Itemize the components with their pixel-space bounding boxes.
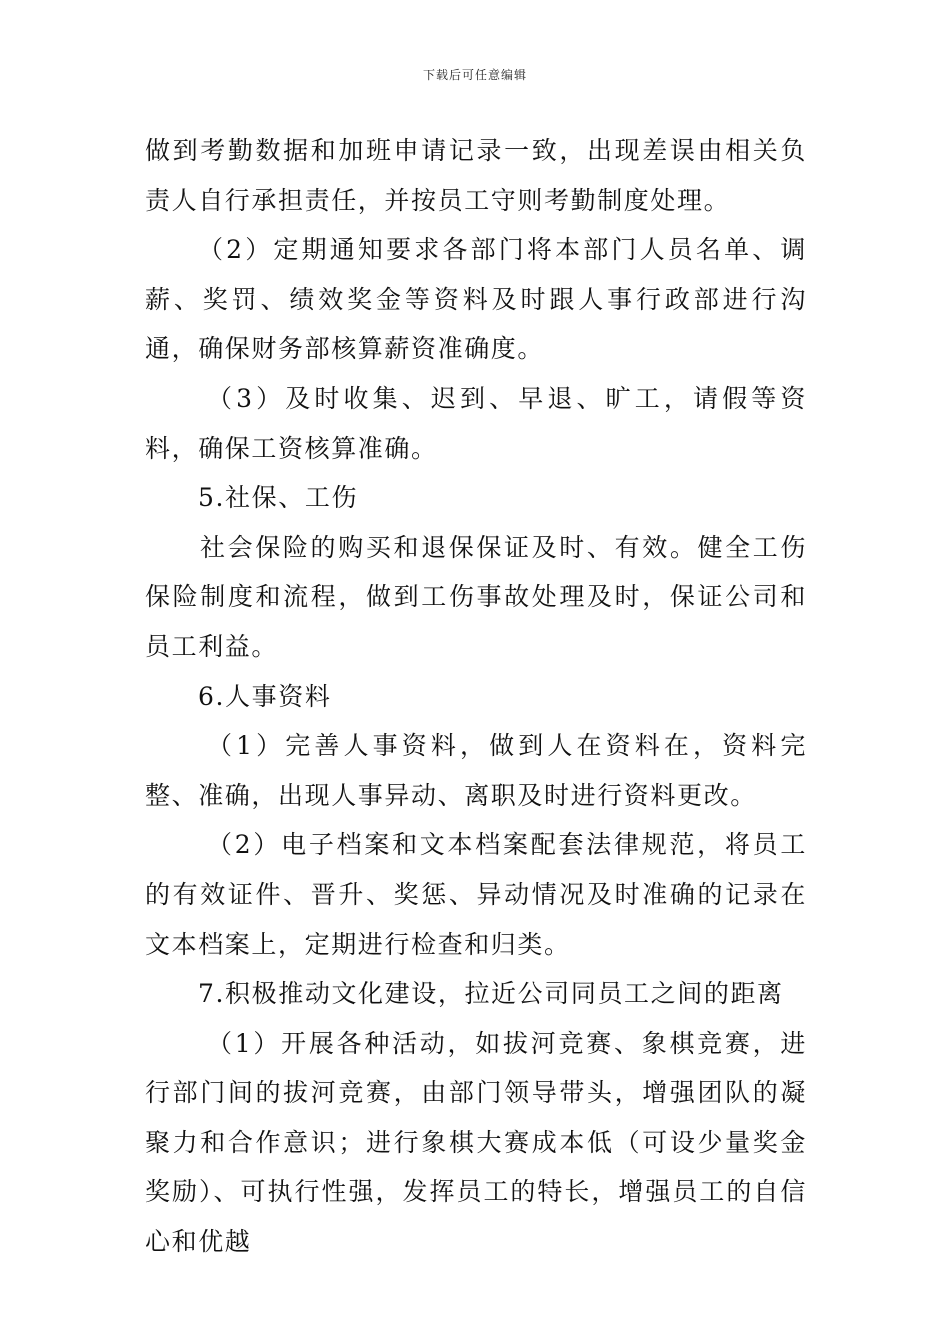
paragraph-attendance: 做到考勤数据和加班申请记录一致，出现差误由相关负责人自行承担责任，并按员工守则考勤制度处理。: [145, 136, 807, 215]
paragraph-item-2-archives: （2）电子档案和文本档案配套法律规范，将员工的有效证件、晋升、奖惩、异动情况及时准确的记录在文本档案上，定期进行检查和归类。: [145, 830, 807, 959]
paragraph-item-1-personnel: （1）完善人事资料，做到人在资料在，资料完整、准确，出现人事异动、离职及时进行资料更改。: [145, 731, 807, 810]
section-heading-6: 6.人事资料: [198, 681, 332, 711]
page-header: 下载后可任意编辑: [422, 68, 527, 82]
paragraph-item-1-activities: （1）开展各种活动，如拔河竞赛、象棋竞赛，进行部门间的拔河竞赛，由部门领导带头，增强团队的凝聚力和合作意识；进行象棋大赛成本低（可设少量奖金奖励）、可执行性强，发挥员工的特长，增强员工的自信心和优越: [145, 1028, 807, 1257]
section-heading-5: 5.社保、工伤: [198, 483, 359, 513]
document-body: [145, 126, 807, 1267]
section-heading-7: 7.积极推动文化建设，拉近公司同员工之间的距离: [198, 979, 784, 1009]
paragraph-item-3-attendance-data: （3）及时收集、迟到、早退、旷工，请假等资料，确保工资核算准确。: [145, 383, 807, 463]
paragraph-item-2-salary: （2）定期通知要求各部门将本部门人员名单、调薪、奖罚、绩效奖金等资料及时跟人事行政部进行沟通，确保财务部核算薪资准确度。: [145, 235, 807, 364]
paragraph-social-insurance: 社会保险的购买和退保保证及时、有效。健全工伤保险制度和流程，做到工伤事故处理及时，保证公司和员工利益。: [145, 532, 807, 661]
